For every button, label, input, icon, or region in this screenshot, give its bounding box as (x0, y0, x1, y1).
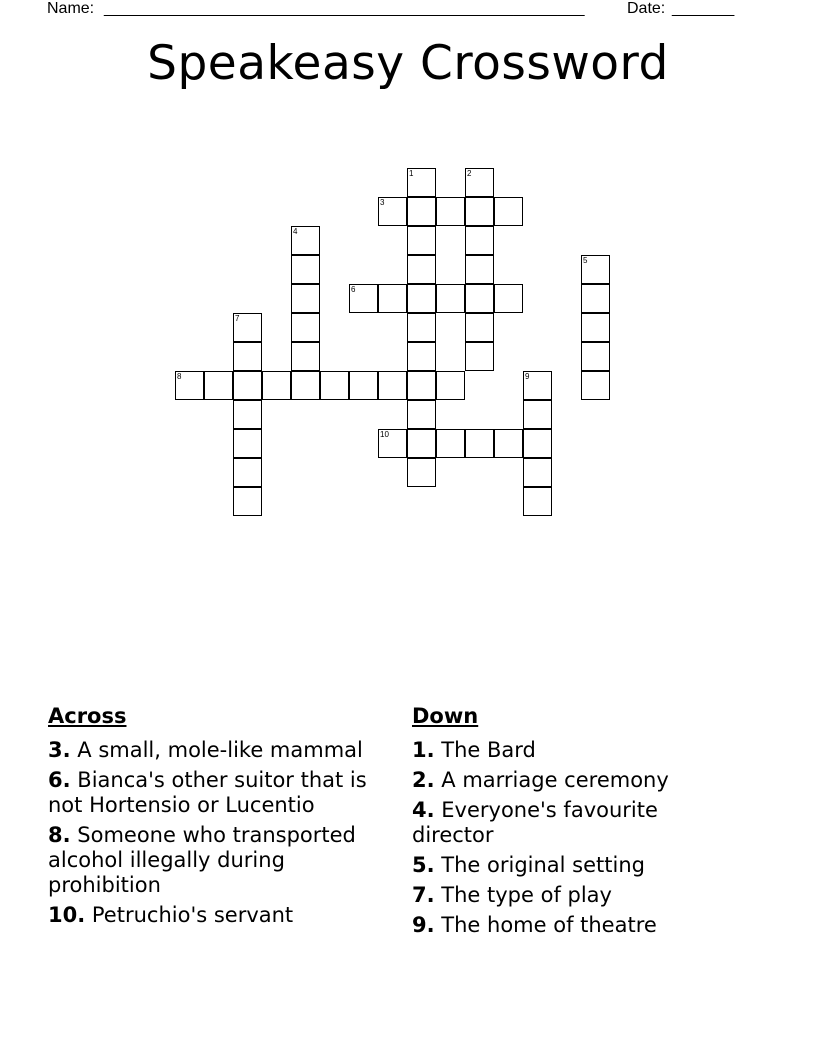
cell-number: 10 (380, 430, 389, 439)
grid-cell[interactable] (581, 284, 610, 313)
clue-number: 5. (412, 853, 435, 877)
clue-number: 1. (412, 738, 435, 762)
clue-down-5 (412, 853, 712, 878)
clue-text: A marriage ceremony (441, 768, 669, 792)
down-heading: Down (412, 704, 479, 728)
cell-number: 8 (177, 372, 182, 381)
clue-text: Someone who transported alcohol illegally during prohibition (48, 823, 356, 897)
grid-cell[interactable] (407, 255, 436, 284)
date-label: Date: (627, 0, 666, 17)
grid-cell[interactable] (523, 458, 552, 487)
grid-cell[interactable] (378, 429, 407, 458)
clue-across-10 (48, 903, 388, 928)
clue-number: 7. (412, 883, 435, 907)
grid-cell[interactable] (523, 487, 552, 516)
grid-cell[interactable] (291, 313, 320, 342)
grid-cell[interactable] (204, 371, 233, 400)
grid-cell[interactable] (436, 284, 465, 313)
clue-down-1 (412, 738, 712, 763)
grid-cell[interactable] (233, 400, 262, 429)
grid-cell[interactable] (262, 371, 291, 400)
name-blank-line[interactable]: ______________________________________________________ (104, 0, 585, 17)
cell-number: 2 (467, 169, 472, 178)
grid-cell[interactable] (407, 313, 436, 342)
date-blank-line[interactable]: _______ (672, 0, 735, 17)
grid-cell[interactable] (581, 313, 610, 342)
cell-number: 4 (293, 227, 298, 236)
grid-cell[interactable] (407, 371, 436, 400)
grid-cell[interactable] (175, 371, 204, 400)
cell-number: 7 (235, 314, 240, 323)
grid-cell[interactable] (407, 429, 436, 458)
grid-cell[interactable] (407, 284, 436, 313)
grid-cell[interactable] (523, 400, 552, 429)
clue-text: The original setting (441, 853, 645, 877)
cell-number: 5 (583, 256, 588, 265)
grid-cell[interactable] (233, 458, 262, 487)
clue-number: 9. (412, 913, 435, 937)
grid-cell[interactable] (581, 371, 610, 400)
grid-cell[interactable] (465, 313, 494, 342)
clue-text: Everyone's favourite director (412, 798, 658, 847)
down-clues (412, 702, 712, 943)
clue-text: Bianca's other suitor that is not Hortensio or Lucentio (48, 768, 367, 817)
clue-number: 3. (48, 738, 71, 762)
grid-cell[interactable] (581, 342, 610, 371)
clue-down-2 (412, 768, 712, 793)
grid-cell[interactable] (465, 342, 494, 371)
clue-text: The Bard (441, 738, 536, 762)
name-label: Name: (47, 0, 95, 17)
clue-across-8 (48, 823, 388, 898)
grid-cell[interactable] (465, 226, 494, 255)
grid-cell[interactable] (407, 197, 436, 226)
grid-cell[interactable] (436, 197, 465, 226)
grid-cell[interactable] (407, 342, 436, 371)
grid-cell[interactable] (349, 284, 378, 313)
clue-number: 10. (48, 903, 86, 927)
clue-number: 8. (48, 823, 71, 847)
clue-down-4 (412, 798, 712, 848)
grid-cell[interactable] (465, 168, 494, 197)
grid-cell[interactable] (378, 284, 407, 313)
grid-cell[interactable] (523, 371, 552, 400)
grid-cell[interactable] (465, 197, 494, 226)
cell-number: 9 (525, 372, 530, 381)
grid-cell[interactable] (291, 342, 320, 371)
grid-cell[interactable] (494, 284, 523, 313)
grid-cell[interactable] (233, 429, 262, 458)
grid-cell[interactable] (494, 197, 523, 226)
grid-cell[interactable] (407, 168, 436, 197)
grid-cell[interactable] (349, 371, 378, 400)
grid-cell[interactable] (291, 284, 320, 313)
clue-number: 6. (48, 768, 71, 792)
grid-cell[interactable] (407, 458, 436, 487)
grid-cell[interactable] (291, 371, 320, 400)
clue-text: Petruchio's servant (91, 903, 294, 927)
grid-cell[interactable] (436, 371, 465, 400)
grid-cell[interactable] (407, 400, 436, 429)
clue-across-3 (48, 738, 388, 763)
grid-cell[interactable] (233, 371, 262, 400)
cell-number: 3 (380, 198, 385, 207)
grid-cell[interactable] (378, 371, 407, 400)
grid-cell[interactable] (407, 226, 436, 255)
clue-down-7 (412, 883, 712, 908)
cell-number: 6 (351, 285, 356, 294)
across-clues (48, 702, 388, 933)
clue-text: A small, mole-like mammal (77, 738, 363, 762)
across-heading: Across (48, 704, 127, 728)
grid-cell[interactable] (523, 429, 552, 458)
grid-cell[interactable] (465, 429, 494, 458)
grid-cell[interactable] (465, 284, 494, 313)
cell-number: 1 (409, 169, 414, 178)
clue-number: 2. (412, 768, 435, 792)
grid-cell[interactable] (581, 255, 610, 284)
grid-cell[interactable] (233, 313, 262, 342)
grid-cell[interactable] (233, 487, 262, 516)
grid-cell[interactable] (233, 342, 262, 371)
clue-text: The type of play (441, 883, 612, 907)
grid-cell[interactable] (291, 255, 320, 284)
clue-across-6 (48, 768, 388, 818)
clue-down-9 (412, 913, 712, 938)
grid-cell[interactable] (436, 429, 465, 458)
clue-text: The home of theatre (441, 913, 657, 937)
grid-cell[interactable] (494, 429, 523, 458)
grid-cell[interactable] (320, 371, 349, 400)
grid-cell[interactable] (291, 226, 320, 255)
clue-number: 4. (412, 798, 435, 822)
grid-cell[interactable] (465, 255, 494, 284)
grid-cell[interactable] (378, 197, 407, 226)
page-title: Speakeasy Crossword (147, 36, 669, 91)
